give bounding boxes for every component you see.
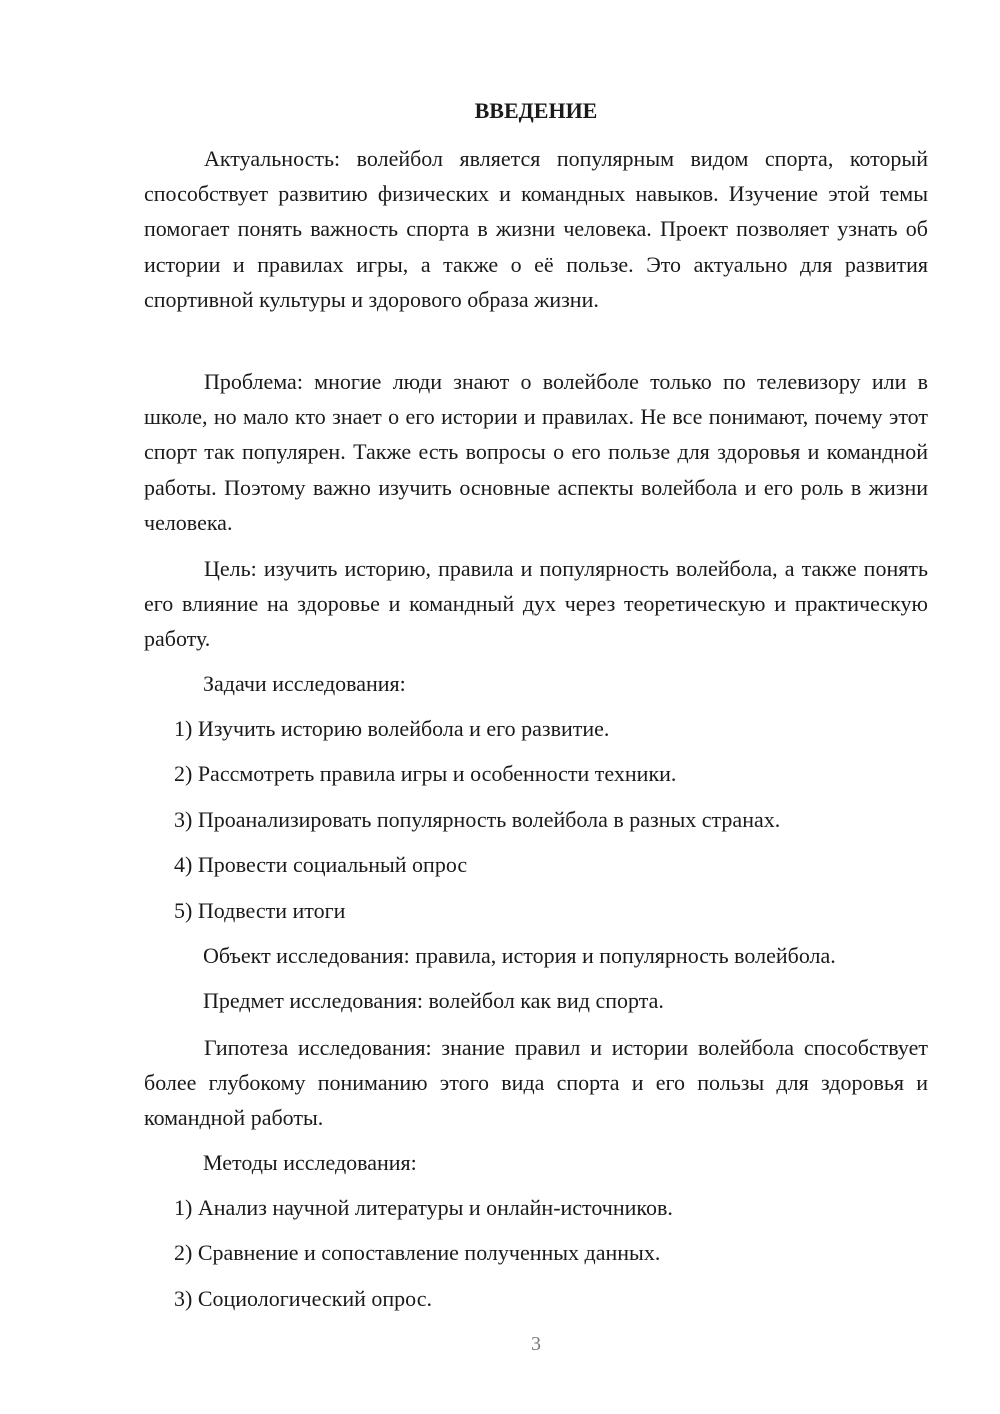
hypothesis-paragraph: Гипотеза исследования: знание правил и истории волейбола способствует более глубокому пониманию этого вида спорта и его пользы для здоровья и командной работы.	[144, 1035, 928, 1131]
task-item: 1) Изучить историю волейбола и его развитие.	[174, 716, 610, 741]
task-item: 5) Подвести итоги	[174, 898, 346, 923]
problem-paragraph: Проблема: многие люди знают о волейболе только по телевизору или в школе, но мало кто знает о его истории и правилах. Не все понимают, почему этот спорт так популярен. Также есть вопросы о его пользе для здоровья и командной работы. Поэтому важно изучить основные аспекты волейбола и его роль в жизни человека.	[144, 369, 928, 535]
goal-paragraph: Цель: изучить историю, правила и популярность волейбола, а также понять его влияние на здоровье и командный дух через теоретическую и практическую работу.	[144, 556, 928, 652]
method-item: 3) Социологический опрос.	[174, 1286, 432, 1311]
method-item: 2) Сравнение и сопоставление полученных данных.	[174, 1240, 661, 1265]
subject-line: Предмет исследования: волейбол как вид спорта.	[203, 988, 664, 1013]
page-number: 3	[531, 1333, 541, 1355]
methods-heading: Методы исследования:	[203, 1150, 417, 1175]
page-title: ВВЕДЕНИЕ	[474, 98, 598, 123]
task-item: 4) Провести социальный опрос	[174, 852, 468, 877]
method-item: 1) Анализ научной литературы и онлайн-источников.	[174, 1195, 673, 1220]
relevance-paragraph: Актуальность: волейбол является популярным видом спорта, который способствует развитию физических и командных навыков. Изучение этой темы помогает понять важность спорта в жизни человека. Проект позволяет узнать об истории и правилах игры, а также о её пользе. Это актуально для развития спортивной культуры и здорового образа жизни.	[144, 146, 928, 312]
object-line: Объект исследования: правила, история и популярность волейбола.	[203, 943, 836, 968]
tasks-heading: Задачи исследования:	[203, 671, 406, 696]
task-item: 2) Рассмотреть правила игры и особенности техники.	[174, 761, 677, 786]
task-item: 3) Проанализировать популярность волейбола в разных странах.	[174, 807, 781, 832]
